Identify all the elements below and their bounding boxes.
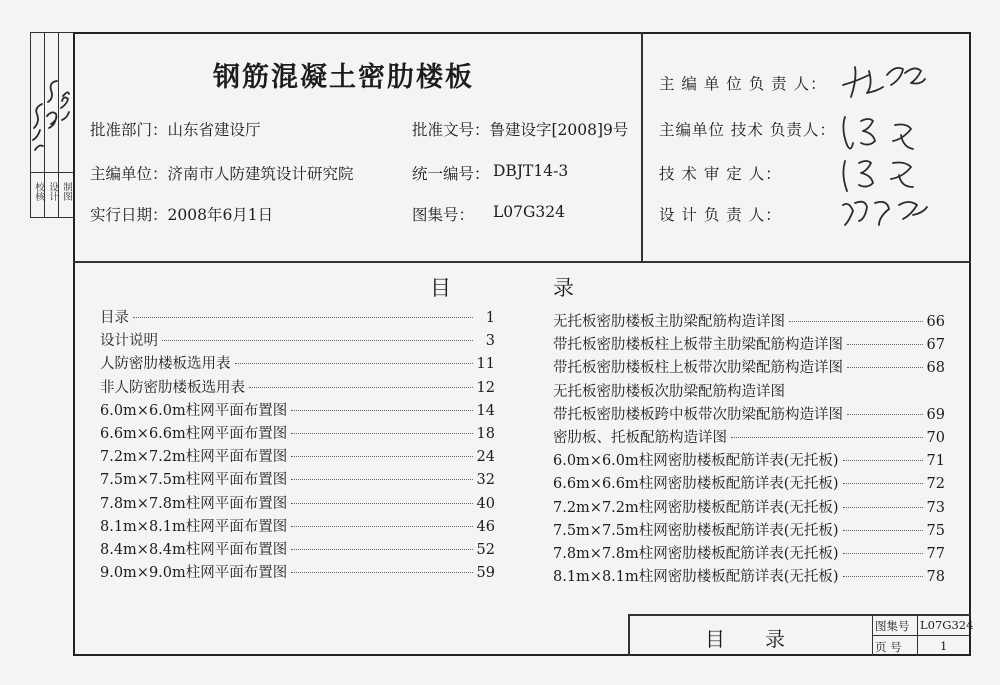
toc-leader-dots — [291, 433, 472, 434]
toc-heading-left: 目 — [430, 276, 451, 300]
atlas-title: 钢筋混凝土密肋楼板 — [213, 62, 474, 93]
toc-entry-page: 67 — [926, 337, 945, 354]
toc-entry-title: 6.6m×6.6m柱网密肋楼板配筋详表(无托板) — [553, 476, 839, 493]
toc-leader-dots — [731, 437, 923, 438]
header-divider — [73, 261, 971, 263]
design-head-label: 设 计 负 责 人： — [659, 206, 782, 224]
toc-leader-dots — [291, 549, 472, 550]
toc-leader-dots — [843, 460, 923, 461]
toc-leader-dots — [291, 572, 472, 573]
toc-leader-dots — [235, 363, 473, 364]
toc-entry — [553, 543, 945, 565]
approval-department: 批准部门：山东省建设厅 — [90, 121, 261, 139]
toc-entry — [553, 520, 945, 542]
toc-entry-page: 72 — [926, 476, 945, 493]
title-block-page-number: 1 — [940, 639, 948, 653]
toc-entry-title: 7.2m×7.2m柱网平面布置图 — [100, 449, 288, 466]
toc-entry — [553, 357, 945, 379]
toc-entry-page: 11 — [476, 356, 495, 373]
toc-leader-dots — [843, 483, 923, 484]
toc-leader-dots — [133, 317, 473, 318]
margin-cell-check: 校核 — [33, 182, 44, 201]
toc-entry-page: 73 — [926, 499, 945, 516]
title-block-atlas-label: 图集号 — [875, 619, 910, 633]
toc-entry-page: 68 — [926, 360, 945, 377]
toc-entry-title: 带托板密肋楼板柱上板带主肋梁配筋构造详图 — [553, 337, 843, 354]
atlas-number-label: 图集号： — [412, 206, 475, 224]
toc-entry-page: 75 — [926, 522, 945, 539]
chief-unit-tech-head-label: 主编单位 技术 负责人： — [659, 121, 836, 139]
signatures — [835, 45, 965, 235]
toc-entry — [553, 473, 945, 495]
margin-cell-design: 设计 — [47, 182, 58, 201]
atlas-number: L07G324 — [493, 203, 565, 221]
toc-entry — [553, 427, 945, 449]
toc-entry — [553, 334, 945, 356]
toc-entry-title: 6.0m×6.0m柱网密肋楼板配筋详表(无托板) — [553, 453, 839, 470]
toc-leader-dots — [843, 507, 923, 508]
toc-entry — [100, 330, 495, 352]
toc-entry-page: 77 — [926, 546, 945, 562]
toc-leader-dots — [789, 321, 923, 322]
toc-entry — [100, 493, 495, 515]
header-column-divider — [641, 32, 643, 262]
toc-leader-dots — [291, 526, 472, 527]
toc-heading-right: 录 — [553, 276, 574, 300]
toc-entry-page: 40 — [476, 495, 495, 512]
toc-entry-page: 24 — [476, 449, 495, 466]
toc-entry-page: 14 — [476, 402, 495, 419]
effective-date: 实行日期：2008年6月1日 — [90, 206, 274, 224]
toc-entry — [100, 562, 495, 584]
toc-entry-page: 70 — [926, 430, 945, 446]
toc-entry-page: 52 — [476, 542, 495, 558]
toc-entry — [100, 353, 495, 375]
title-block-atlas-number: L07G324 — [920, 618, 974, 632]
toc-entry-title: 8.1m×8.1m柱网平面布置图 — [100, 518, 288, 535]
toc-leader-dots — [843, 530, 923, 531]
chief-unit-head-label: 主 编 单 位 负 责 人： — [659, 75, 827, 93]
toc-leader-dots — [162, 340, 473, 341]
toc-entry — [100, 307, 495, 329]
toc-leader-dots — [847, 367, 923, 368]
toc-entry-title: 7.2m×7.2m柱网密肋楼板配筋详表(无托板) — [553, 499, 839, 516]
toc-leader-dots — [843, 576, 923, 577]
toc-leader-dots — [847, 414, 923, 415]
toc-entry-page: 66 — [926, 314, 945, 330]
toc-entry-title: 带托板密肋楼板跨中板带次肋梁配筋构造详图 — [553, 406, 843, 423]
toc-entry — [100, 516, 495, 538]
toc-entry — [553, 404, 945, 426]
toc-leader-dots — [291, 479, 472, 480]
toc-entry-page: 3 — [485, 333, 495, 350]
toc-entry-title: 6.6m×6.6m柱网平面布置图 — [100, 426, 288, 442]
toc-entry-page: 46 — [476, 518, 495, 535]
toc-entry-title: 8.1m×8.1m柱网密肋楼板配筋详表(无托板) — [553, 569, 839, 586]
unified-number-label: 统一编号： — [412, 165, 490, 183]
toc-entry-page: 1 — [485, 310, 495, 326]
toc-entry-title: 7.5m×7.5m柱网密肋楼板配筋详表(无托板) — [553, 522, 839, 539]
toc-entry-page: 59 — [476, 565, 495, 582]
toc-entry — [100, 446, 495, 468]
title-block-drawing-title: 目录 — [705, 627, 825, 651]
toc-entry — [553, 497, 945, 519]
toc-entry-title: 带托板密肋楼板柱上板带次肋梁配筋构造详图 — [553, 360, 843, 377]
margin-cell-draw: 制图 — [61, 182, 72, 201]
toc-entry — [553, 311, 945, 333]
toc-leader-dots — [847, 344, 923, 345]
toc-entry-title: 人防密肋楼板选用表 — [100, 356, 231, 373]
toc-entry-page: 18 — [476, 426, 495, 442]
tech-approver-label: 技 术 审 定 人： — [659, 165, 782, 183]
toc-entry-page: 12 — [476, 379, 495, 396]
toc-entry-title: 9.0m×9.0m柱网平面布置图 — [100, 565, 288, 582]
margin-signoff-strip — [30, 32, 73, 218]
toc-leader-dots — [291, 456, 472, 457]
toc-entry — [553, 566, 945, 588]
toc-entry — [553, 450, 945, 472]
chief-editing-unit: 主编单位：济南市人防建筑设计研究院 — [90, 165, 354, 183]
toc-entry-title: 目录 — [100, 310, 129, 326]
toc-entry-title: 无托板密肋楼板次肋梁配筋构造详图 — [553, 383, 785, 400]
toc-entry-title: 7.8m×7.8m柱网密肋楼板配筋详表(无托板) — [553, 546, 839, 562]
toc-entry-title: 非人防密肋楼板选用表 — [100, 379, 245, 396]
approval-number: 批准文号：鲁建设字[2008]9号 — [412, 121, 629, 139]
toc-leader-dots — [249, 387, 473, 388]
toc-entry — [100, 539, 495, 561]
toc-entry — [553, 381, 945, 403]
unified-number: DBJT14-3 — [493, 162, 569, 180]
toc-entry — [100, 377, 495, 399]
toc-entry-page: 78 — [926, 569, 945, 586]
toc-entry — [100, 469, 495, 491]
toc-entry-title: 无托板密肋楼板主肋梁配筋构造详图 — [553, 314, 785, 330]
toc-entry-title: 7.5m×7.5m柱网平面布置图 — [100, 472, 288, 489]
toc-entry-title: 6.0m×6.0m柱网平面布置图 — [100, 402, 288, 419]
toc-leader-dots — [291, 503, 472, 504]
toc-entry-title: 7.8m×7.8m柱网平面布置图 — [100, 495, 288, 512]
margin-signatures — [30, 40, 73, 170]
toc-entry — [100, 400, 495, 422]
toc-entry — [100, 423, 495, 445]
toc-entry-page: 69 — [926, 406, 945, 423]
toc-entry-page: 32 — [476, 472, 495, 489]
toc-entry-page: 71 — [926, 453, 945, 470]
toc-leader-dots — [843, 553, 923, 554]
title-block-page-label: 页 号 — [875, 640, 902, 654]
toc-entry-title: 8.4m×8.4m柱网平面布置图 — [100, 542, 288, 558]
toc-entry-title: 设计说明 — [100, 333, 158, 350]
toc-entry-title: 密肋板、托板配筋构造详图 — [553, 430, 727, 446]
toc-leader-dots — [291, 410, 472, 411]
